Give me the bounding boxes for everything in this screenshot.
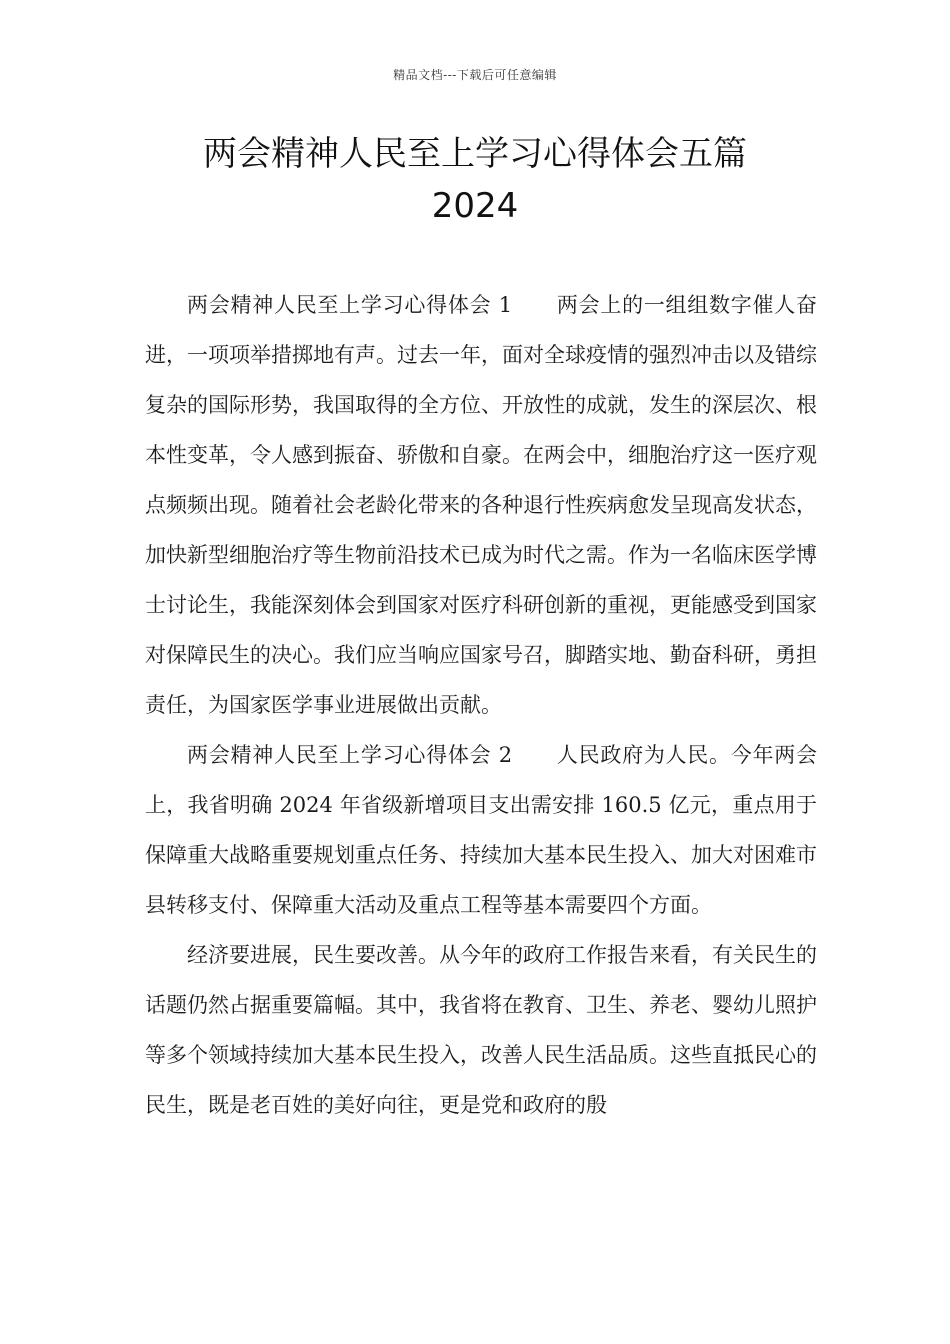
paragraph-3 (145, 930, 817, 1130)
title-line-1: 两会精神人民至上学习心得体会五篇 (203, 134, 747, 174)
paragraph-3-text: 经济要进展，民生要改善。从今年的政府工作报告来看，有关民生的话题仍然占据重要篇幅。其中，我省将在教育、卫生、养老、婴幼儿照护等多个领域持续加大基本民生投入，改善人民生活品质。这些直抵民心的民生，既是老百姓的美好向往，更是党和政府的殷 (145, 943, 817, 1117)
paragraph-1 (145, 280, 817, 730)
paragraph-1-heading: 两会精神人民至上学习心得体会 1 (187, 293, 513, 317)
paragraph-2-heading: 两会精神人民至上学习心得体会 2 (187, 743, 513, 767)
document-body (145, 280, 817, 1130)
page-title (100, 128, 850, 232)
title-line-2: 2024 (431, 186, 519, 226)
paragraph-1-text: 两会上的一组组数字催人奋进，一项项举措掷地有声。过去一年，面对全球疫情的强烈冲击以及错综复杂的国际形势，我国取得的全方位、开放性的成就，发生的深层次、根本性变革，令人感到振奋、骄傲和自豪。在两会中，细胞治疗这一医疗观点频频出现。随着社会老龄化带来的各种退行性疾病愈发呈现高发状态，加快新型细胞治疗等生物前沿技术已成为时代之需。作为一名临床医学博士讨论生，我能深刻体会到国家对医疗科研创新的重视，更能感受到国家对保障民生的决心。我们应当响应国家号召，脚踏实地、勤奋科研，勇担责任，为国家医学事业进展做出贡献。 (145, 293, 817, 717)
paragraph-2 (145, 730, 817, 930)
header-note: 精品文档---下载后可任意编辑 (393, 68, 557, 82)
paragraph-2-text: 人民政府为人民。今年两会上，我省明确 2024 年省级新增项目支出需安排 160.5 亿元，重点用于保障重大战略重要规划重点任务、持续加大基本民生投入、加大对困难市县转移支付、保障重大活动及重点工程等基本需要四个方面。 (145, 743, 817, 917)
